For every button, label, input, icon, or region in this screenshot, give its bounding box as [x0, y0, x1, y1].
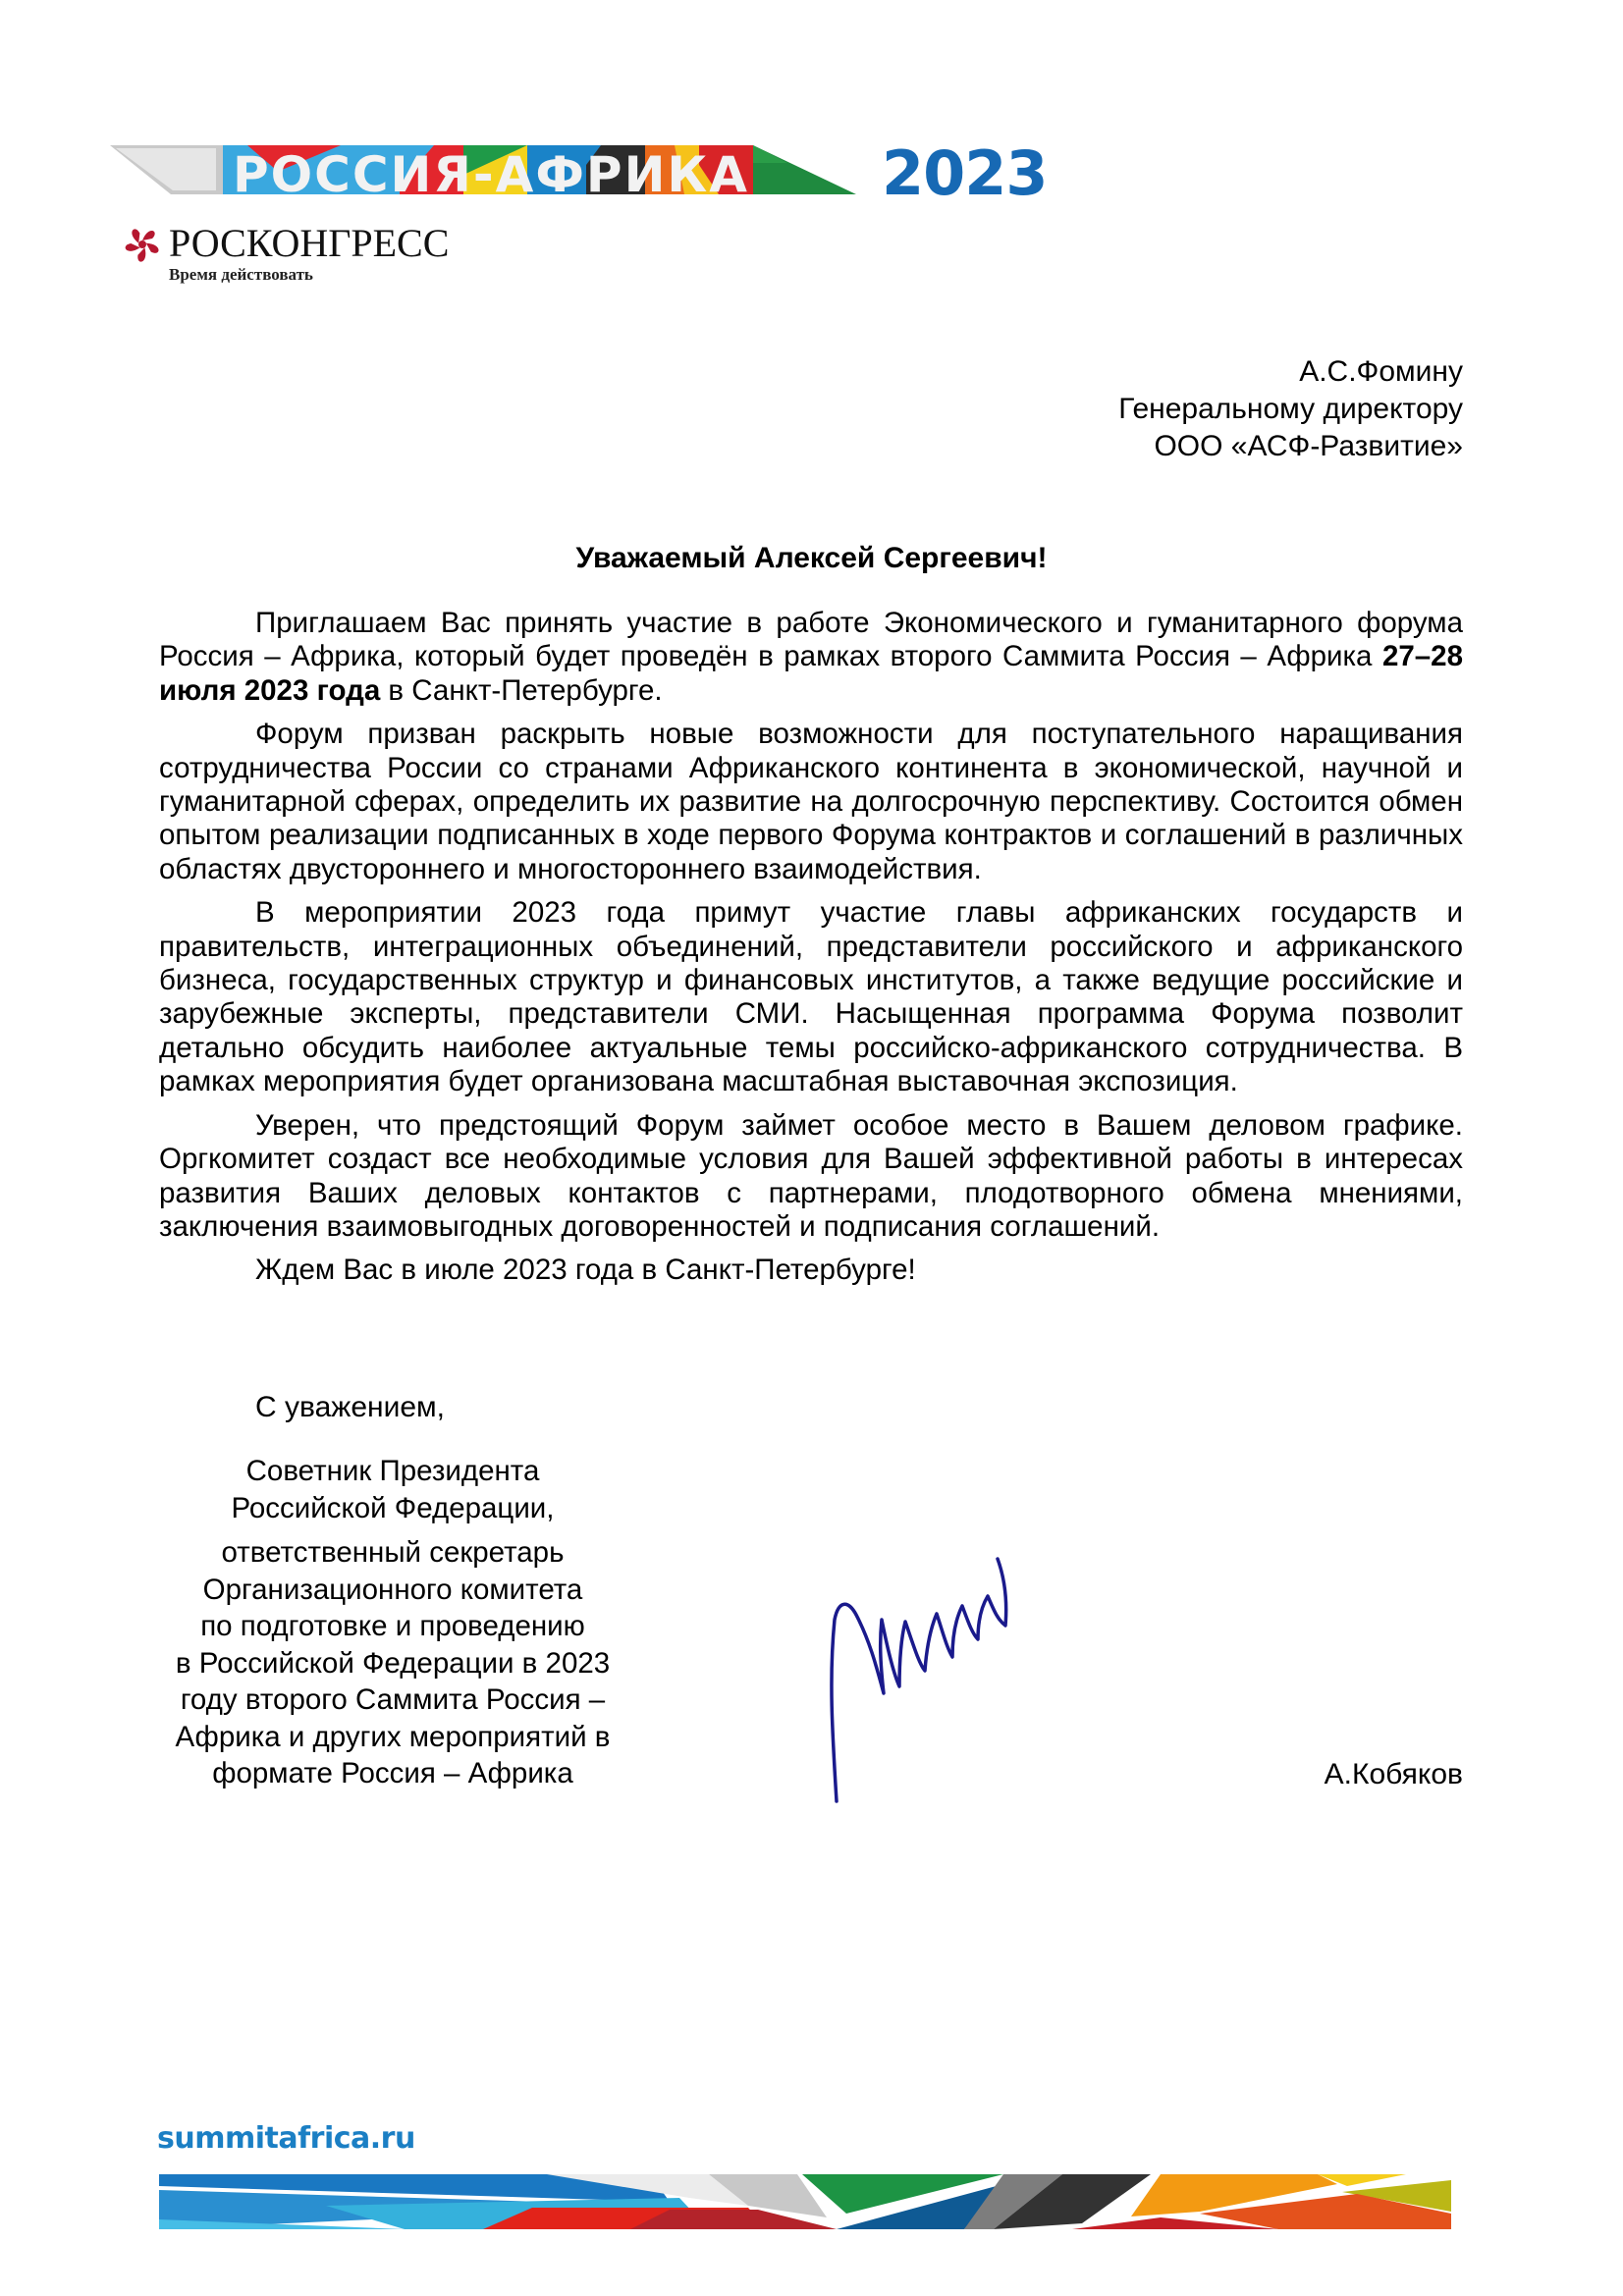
- logo-year: 2023: [882, 137, 1048, 209]
- footer-decorative-stripe: [159, 2172, 1451, 2231]
- signer-title-line: по подготовке и проведению: [200, 1610, 585, 1642]
- roscongress-flower-icon: [120, 222, 165, 267]
- addressee-company: ООО «АСФ-Развитие»: [1154, 430, 1463, 462]
- paragraph-invitation: [159, 607, 1463, 708]
- paragraph-text: в Санкт-Петербурге.: [380, 673, 663, 707]
- signer-title-line: Африка и других мероприятий в: [175, 1720, 611, 1753]
- footer-website-link[interactable]: summitafrica.ru: [157, 2121, 415, 2156]
- salutation: Уважаемый Алексей Сергеевич!: [575, 542, 1048, 574]
- closing-phrase: С уважением,: [255, 1391, 446, 1423]
- signer-title-line: ответственный секретарь: [221, 1536, 565, 1569]
- event-dates: 27–28 июля 2023 года: [159, 640, 1463, 707]
- roscongress-wordmark: РОСКОНГРЕСС: [169, 221, 450, 265]
- addressee-block: [1118, 353, 1463, 465]
- signer-title-line: году второго Саммита Россия –: [180, 1683, 606, 1716]
- signer-title-line: формате Россия – Африка: [212, 1757, 573, 1789]
- signer-name: А.Кобяков: [1324, 1758, 1463, 1790]
- addressee-name: А.С.Фомину: [1299, 355, 1463, 388]
- signer-title-line: Российской Федерации,: [231, 1491, 555, 1524]
- signer-title-line: Советник Президента: [245, 1455, 540, 1487]
- signer-title: [147, 1453, 638, 1792]
- banner-letters: РОССИЯ-АФРИКА: [233, 146, 749, 202]
- signer-title-line: Организационного комитета: [202, 1573, 583, 1606]
- paragraph-organizing-committee: Уверен, что предстоящий Форум займет особое место в Вашем деловом графике. Оргкомитет создаст все необходимые условия для Вашей эффективной работы в интересах развития Ваших деловых контактов с партнерами, плодотворного обмена мнениями, заключения взаимовыгодных договоренностей и подписания соглашений.: [159, 1108, 1463, 1243]
- handwritten-signature: [815, 1512, 1109, 1806]
- signer-title-line: в Российской Федерации в 2023: [175, 1646, 611, 1680]
- paragraph-text: Приглашаем Вас принять участие в работе Экономического и гуманитарного форума Россия – Африка, который будет проведён в рамках второго Саммита Россия – Африка: [159, 607, 1463, 673]
- paragraph-forum-goals: Форум призван раскрыть новые возможности для поступательного наращивания сотрудничества России со странами Африканского континента в экономической, научной и гуманитарной сферах, определить их развитие на долгосрочную перспективу. Состоится обмен опытом реализации подписанных в ходе первого Форума контрактов и соглашений в различных областях двустороннего и многостороннего взаимодействия.: [159, 718, 1463, 885]
- addressee-position: Генеральному директору: [1118, 393, 1463, 425]
- russia-africa-banner-graphic: [110, 145, 856, 202]
- russia-africa-logo: [110, 145, 856, 202]
- paragraph-invitation-closing: Ждем Вас в июле 2023 года в Санкт-Петербурге!: [255, 1254, 916, 1287]
- paragraph-participants: В мероприятии 2023 года примут участие главы африканских государств и правительств, интеграционных объединений, представители российского и африканского бизнеса, государственных структур и финансовых институтов, а также ведущие российские и зарубежные эксперты, представители СМИ. Насыщенная программа Форума позволит детально обсудить наиболее актуальные темы российско-африканского сотрудничества. В рамках мероприятия будет организована масштабная выставочная экспозиция.: [159, 896, 1463, 1098]
- letter-body: [159, 607, 1463, 1298]
- roscongress-tagline: Время действовать: [169, 265, 313, 284]
